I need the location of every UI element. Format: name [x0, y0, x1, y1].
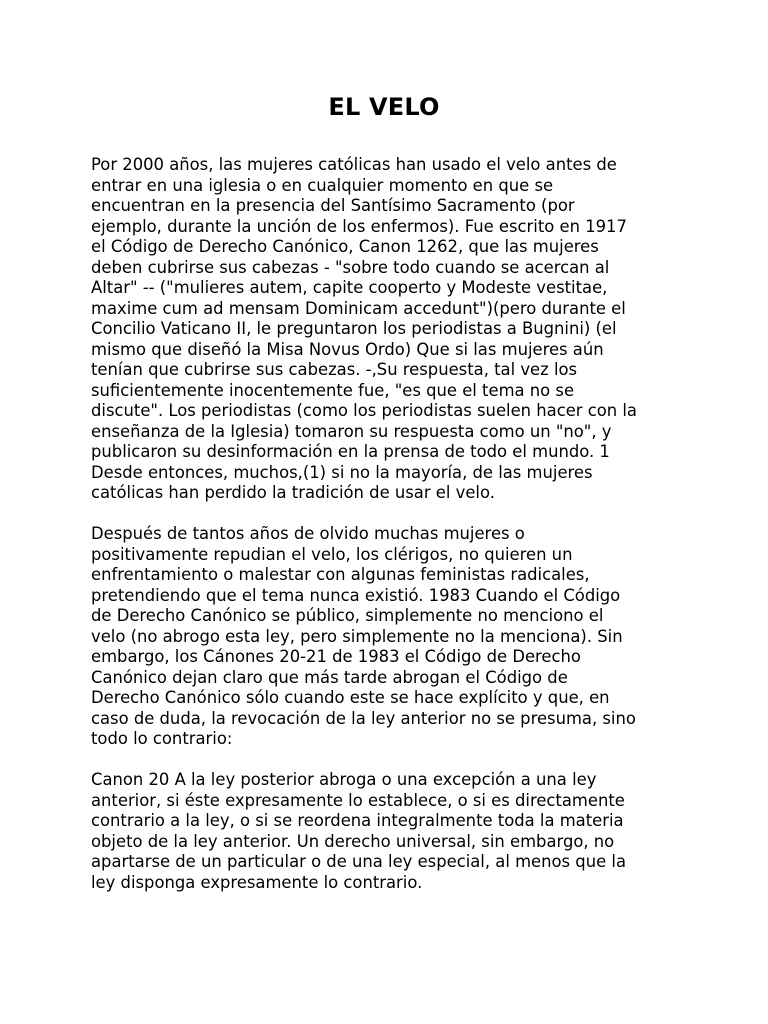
paragraph-spacer [91, 750, 691, 771]
text-line: Altar" -- ("mulieres autem, capite cooperto y Modeste vestitae, [91, 278, 608, 297]
document-title: EL VELO [328, 93, 440, 121]
text-line: deben cubrirse sus cabezas - "sobre todo cuando se acercan al [91, 257, 610, 277]
text-line: maxime cum ad mensam Dominicam accedunt")(pero durante el [91, 298, 626, 318]
text-line: ejemplo, durante la unción de los enfermos). Fue escrito en 1917 [91, 216, 627, 236]
paragraph-1 [91, 155, 691, 504]
text-line: anterior, si éste expresamente lo establece, o si es directamente [91, 790, 625, 810]
text-line: mismo que diseñó la Misa Novus Ordo) Que si las mujeres aún [91, 339, 604, 359]
text-line: publicaron su desinformación en la prensa de todo el mundo. 1 [91, 442, 610, 461]
text-line: Canon 20 A la ley posterior abroga o una excepción a una ley [91, 770, 597, 789]
document-body [91, 155, 691, 893]
text-line: contrario a la ley, o si se reordena integralmente toda la materia [91, 811, 624, 830]
text-line: enseñanza de la Iglesia) tomaron su respuesta como un "no", y [91, 421, 612, 441]
text-line: enfrentamiento o malestar con algunas feministas radicales, [91, 565, 590, 584]
paragraph-spacer [91, 504, 691, 525]
text-line: el Código de Derecho Canónico, Canon 1262, que las mujeres [91, 237, 599, 256]
text-line: ley disponga expresamente lo contrario. [91, 872, 423, 892]
text-line: Después de tantos años de olvido muchas mujeres o [91, 524, 525, 543]
text-line: Por 2000 años, las mujeres católicas han usado el velo antes de [91, 155, 617, 174]
text-line: Canónico dejan claro que más tarde abrogan el Código de [91, 667, 568, 687]
text-line: Desde entonces, muchos,(1) si no la mayoría, de las mujeres [91, 462, 593, 482]
text-line: Concilio Vaticano II, le preguntaron los periodistas a Bugnini) (el [91, 319, 617, 338]
text-line: objeto de la ley anterior. Un derecho universal, sin embargo, no [91, 831, 615, 851]
text-line: velo (no abrogo esta ley, pero simplemente no la menciona). Sin [91, 626, 623, 646]
text-line: de Derecho Canónico se público, simplemente no menciono el [91, 606, 604, 625]
text-line: Derecho Canónico sólo cuando este se hace explícito y que, en [91, 688, 610, 707]
text-line: encuentran en la presencia del Santísimo Sacramento (por [91, 196, 575, 215]
paragraph-2 [91, 524, 691, 750]
text-line: discute". Los periodistas (como los periodistas suelen hacer con la [91, 401, 637, 420]
text-line: todo lo contrario: [91, 729, 233, 748]
text-line: caso de duda, la revocación de la ley anterior no se presuma, sino [91, 708, 636, 728]
text-line: embargo, los Cánones 20-21 de 1983 el Código de Derecho [91, 647, 581, 666]
text-line: católicas han perdido la tradición de usar el velo. [91, 483, 495, 502]
text-line: suficientemente inocentemente fue, "es que el tema no se [91, 380, 575, 400]
text-line: pretendiendo que el tema nunca existió. 1983 Cuando el Código [91, 585, 621, 605]
text-line: tenían que cubrirse sus cabezas. -,Su respuesta, tal vez los [91, 360, 578, 379]
paragraph-3 [91, 770, 691, 893]
text-line: positivamente repudian el velo, los clérigos, no quieren un [91, 544, 573, 564]
text-line: apartarse de un particular o de una ley especial, al menos que la [91, 852, 626, 871]
text-line: entrar en una iglesia o en cualquier momento en que se [91, 175, 554, 195]
